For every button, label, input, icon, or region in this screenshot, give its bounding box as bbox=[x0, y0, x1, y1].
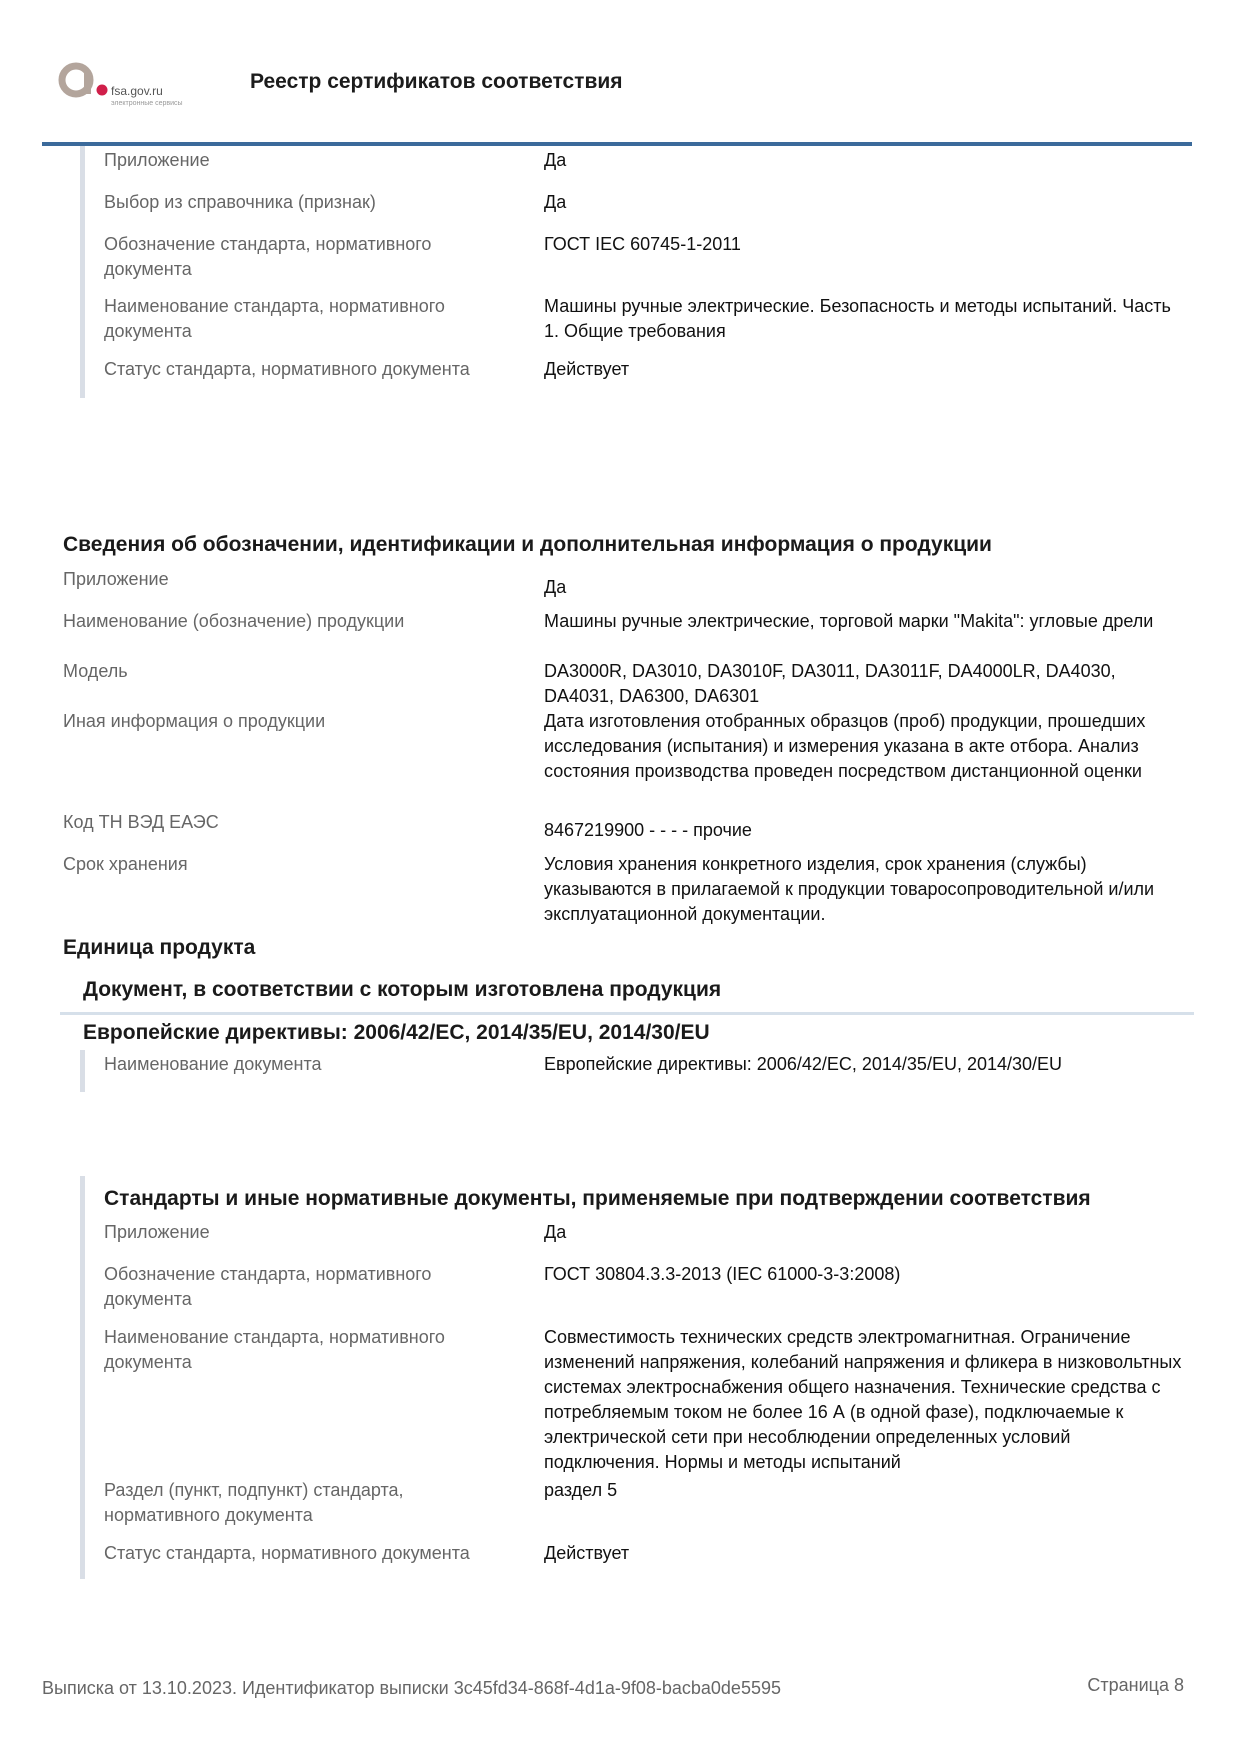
block1-value: Машины ручные электрические. Безопасность и методы испытаний. Часть 1. Общие требования bbox=[544, 296, 1171, 341]
product-section-title: Сведения об обозначении, идентификации и дополнительная информация о продукции bbox=[63, 533, 992, 556]
document-divider bbox=[60, 1012, 1194, 1015]
block1-label: Обозначение стандарта, нормативного документа bbox=[104, 234, 432, 279]
standards-value: Действует bbox=[544, 1543, 630, 1563]
product-value: Машины ручные электрические, торговой марки "Makita": угловые дрели bbox=[544, 611, 1154, 631]
standards-label: Обозначение стандарта, нормативного документа bbox=[104, 1264, 432, 1309]
logo-text: fsa.gov.ru bbox=[111, 84, 163, 98]
standards-label: Наименование стандарта, нормативного документа bbox=[104, 1327, 445, 1372]
product-value: Да bbox=[544, 577, 567, 597]
standards-section-title: Стандарты и иные нормативные документы, применяемые при подтверждении соответствия bbox=[104, 1187, 1091, 1210]
product-value: DA3000R, DA3010, DA3010F, DA3011, DA3011F, DA4000LR, DA4030, DA4031, DA6300, DA6301 bbox=[544, 661, 1116, 706]
logo-subtitle: электронные сервисы bbox=[111, 100, 183, 107]
document-subtitle: Документ, в соответствии с которым изготовлена продукция bbox=[83, 978, 722, 1001]
header-divider bbox=[42, 142, 1192, 146]
product-value: 8467219900 - - - - прочие bbox=[544, 820, 752, 840]
directive-title: Европейские директивы: 2006/42/EC, 2014/35/EU, 2014/30/EU bbox=[83, 1021, 710, 1044]
product-label: Модель bbox=[63, 661, 128, 681]
document-name-label: Наименование документа bbox=[104, 1054, 322, 1074]
extract-info: Выписка от 13.10.2023. Идентификатор выписки 3c45fd34-868f-4d1a-9f08-bacba0de5595 bbox=[42, 1678, 781, 1698]
directive-bar bbox=[80, 1050, 85, 1092]
product-value: Дата изготовления отобранных образцов (проб) продукции, прошедших исследования (испытания) и измерения указана в акте отбора. Анализ состояния производства проведен посредством дистанционной оценки bbox=[544, 711, 1146, 781]
fsa-logo[interactable] bbox=[58, 58, 208, 108]
standards-label: Статус стандарта, нормативного документа bbox=[104, 1543, 470, 1563]
unit-section-title: Единица продукта bbox=[63, 936, 256, 959]
block1-label: Выбор из справочника (признак) bbox=[104, 192, 376, 212]
block1-label: Статус стандарта, нормативного документа bbox=[104, 359, 470, 379]
standards-value: ГОСТ 30804.3.3-2013 (IEC 61000-3-3:2008) bbox=[544, 1264, 901, 1284]
block1-label: Приложение bbox=[104, 150, 210, 170]
standards-value: Совместимость технических средств электромагнитная. Ограничение изменений напряжения, колебаний напряжения и фликера в низковольтных системах электроснабжения общего назначения. Технические средства с потребляемым током не более 16 А (в одной фазе), подключаемые к электрической сети при несоблюдении определенных условий подключения. Нормы и методы испытаний bbox=[544, 1327, 1182, 1472]
block1-value: Действует bbox=[544, 359, 630, 379]
block1-value: ГОСТ IEC 60745-1-2011 bbox=[544, 234, 741, 254]
standards-value: раздел 5 bbox=[544, 1480, 618, 1500]
standards-value: Да bbox=[544, 1222, 567, 1242]
standards-label: Приложение bbox=[104, 1222, 210, 1242]
product-label: Наименование (обозначение) продукции bbox=[63, 611, 405, 631]
page-number: Страница 8 bbox=[1087, 1675, 1184, 1695]
product-label: Иная информация о продукции bbox=[63, 711, 326, 731]
block1-bar bbox=[80, 146, 85, 398]
product-label: Код ТН ВЭД ЕАЭС bbox=[63, 812, 219, 832]
product-label: Приложение bbox=[63, 569, 169, 589]
block1-value: Да bbox=[544, 150, 567, 170]
page-title: Реестр сертификатов соответствия bbox=[250, 70, 623, 93]
block1-value: Да bbox=[544, 192, 567, 212]
document-name-value: Европейские директивы: 2006/42/EC, 2014/35/EU, 2014/30/EU bbox=[544, 1054, 1063, 1074]
block1-label: Наименование стандарта, нормативного документа bbox=[104, 296, 445, 341]
product-value: Условия хранения конкретного изделия, срок хранения (службы) указываются в прилагаемой к продукции товаросопроводительной и/или эксплуатационной документации. bbox=[544, 854, 1155, 924]
product-label: Срок хранения bbox=[63, 854, 188, 874]
standards-bar bbox=[80, 1176, 85, 1579]
standards-label: Раздел (пункт, подпункт) стандарта, нормативного документа bbox=[104, 1480, 404, 1525]
